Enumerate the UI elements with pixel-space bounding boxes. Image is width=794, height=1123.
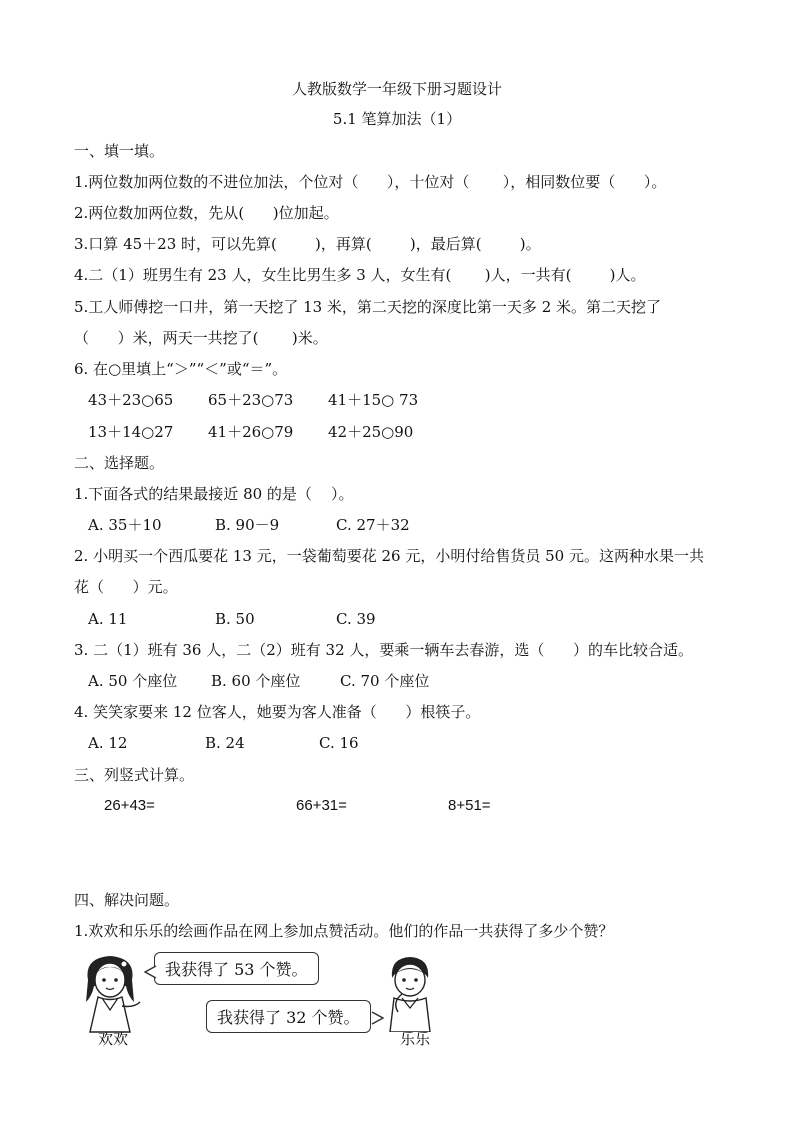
question-1-2: 2.两位数加两位数，先从( )位加起。	[74, 204, 339, 222]
compare-item: 43＋23○65	[88, 391, 174, 409]
option-b: B. 60 个座位	[211, 672, 301, 690]
question-2-4: 4. 笑笑家要来 12 位客人，她要为客人准备（ ）根筷子。	[74, 703, 481, 721]
option-c: C. 16	[319, 734, 359, 752]
compare-item: 13＋14○27	[88, 423, 174, 441]
question-4-1: 1.欢欢和乐乐的绘画作品在网上参加点赞活动。他们的作品一共获得了多少个赞？	[74, 922, 614, 940]
calc-problem: 66+31=	[296, 797, 347, 814]
question-1-4: 4.二（1）班男生有 23 人，女生比男生多 3 人，女生有( )人，一共有( )人。	[74, 266, 646, 284]
option-b: B. 90－9	[215, 516, 280, 534]
option-b: B. 24	[205, 734, 245, 752]
boy-illustration	[380, 952, 440, 1032]
speech-bubble-lele: 我获得了 32 个赞。	[206, 1000, 371, 1033]
section-heading-choice: 二、选择题。	[74, 454, 165, 472]
option-a: A. 50 个座位	[88, 672, 178, 690]
question-2-1: 1.下面各式的结果最接近 80 的是（ ）。	[74, 485, 354, 503]
name-lele: 乐乐	[400, 1030, 431, 1048]
question-2-2-line2: 花（ ）元。	[74, 578, 178, 596]
bubble-tail-left	[144, 964, 158, 980]
option-c: C. 27＋32	[336, 516, 410, 534]
option-a: A. 12	[88, 734, 128, 752]
option-c: C. 70 个座位	[340, 672, 430, 690]
question-1-1: 1.两位数加两位数的不进位加法，个位对（ ），十位对（ ），相同数位要（ ）。	[74, 173, 667, 191]
question-1-5-line1: 5.工人师傅挖一口井，第一天挖了 13 米，第二天挖的深度比第一天多 2 米。第二天挖了	[74, 298, 662, 316]
compare-item: 42＋25○90	[328, 423, 414, 441]
compare-item: 41＋15○ 73	[328, 391, 419, 409]
option-a: A. 35＋10	[88, 516, 162, 534]
compare-item: 65＋23○73	[208, 391, 294, 409]
option-a: A. 11	[88, 610, 128, 628]
calc-problem: 26+43=	[104, 797, 155, 814]
illustration-scene	[74, 948, 444, 1052]
section-heading-solve: 四、解决问题。	[74, 891, 180, 909]
question-2-2-line1: 2. 小明买一个西瓜要花 13 元，一袋葡萄要花 26 元，小明付给售货员 50 元。这两种水果一共	[74, 547, 704, 565]
question-1-6: 6. 在○里填上“＞”“＜”或“＝”。	[74, 360, 288, 378]
calc-problem: 8+51=	[448, 797, 491, 814]
section-heading-vertical: 三、列竖式计算。	[74, 766, 195, 784]
name-huanhuan: 欢欢	[98, 1030, 129, 1048]
compare-item: 41＋26○79	[208, 423, 294, 441]
option-b: B. 50	[215, 610, 255, 628]
option-c: C. 39	[336, 610, 376, 628]
question-2-3: 3. 二（1）班有 36 人，二（2）班有 32 人，要乘一辆车去春游，选（ ）的车比较合适。	[74, 641, 694, 659]
girl-illustration	[78, 950, 144, 1034]
page-title: 人教版数学一年级下册习题设计	[291, 80, 502, 98]
speech-bubble-huanhuan: 我获得了 53 个赞。	[154, 952, 319, 985]
section-heading-fill: 一、填一填。	[74, 142, 165, 160]
page-subtitle: 5.1 笔算加法（1）	[332, 110, 462, 128]
question-1-5-line2: （ ）米，两天一共挖了( )米。	[74, 329, 328, 347]
question-1-3: 3.口算 45＋23 时，可以先算( )，再算( )，最后算( )。	[74, 235, 541, 253]
